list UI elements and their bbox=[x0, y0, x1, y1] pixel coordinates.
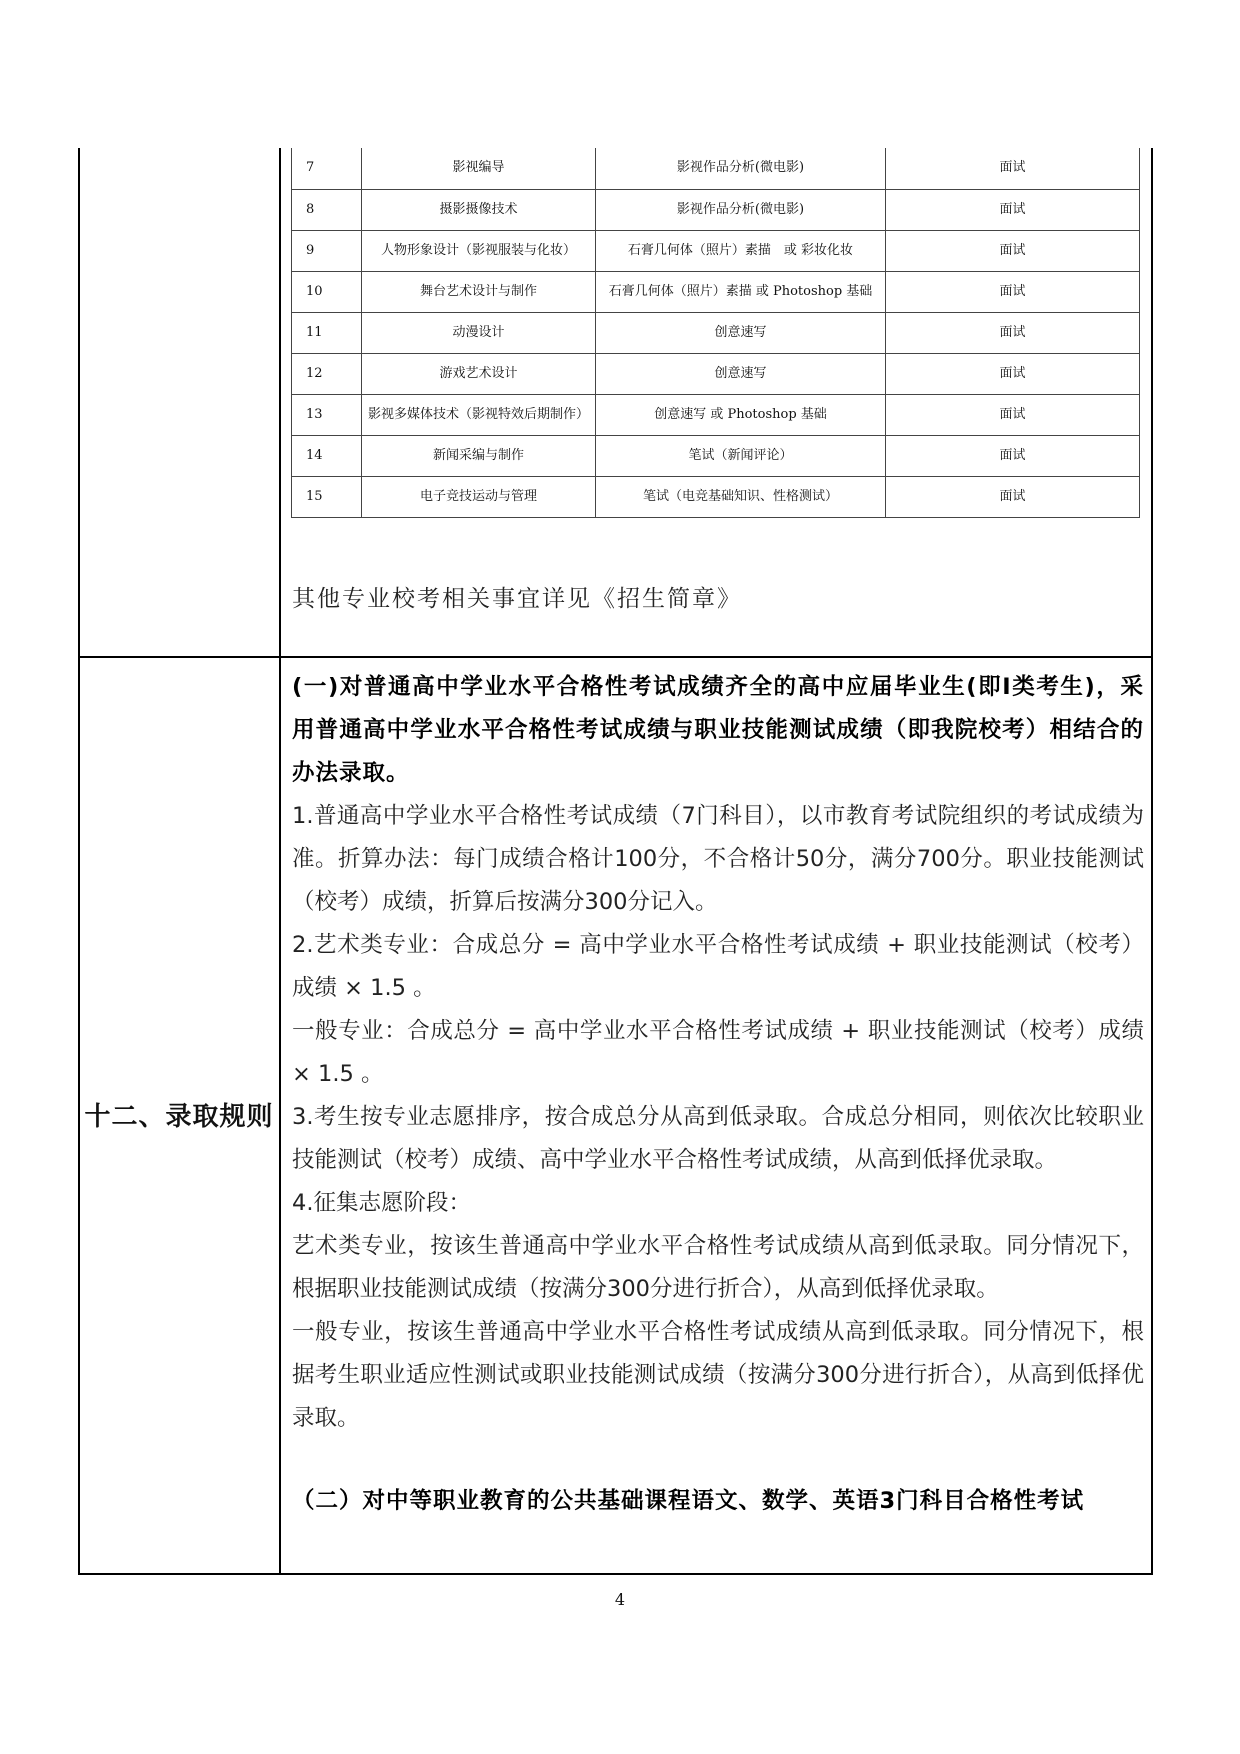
column-divider bbox=[279, 148, 281, 1575]
exam-form-cell: 面试 bbox=[886, 312, 1140, 353]
admission-rules-content bbox=[292, 666, 1144, 1523]
major-name-cell: 动漫设计 bbox=[362, 312, 596, 353]
exam-form-cell: 面试 bbox=[886, 394, 1140, 435]
rule-paragraph: 1.普通高中学业水平合格性考试成绩（7门科目），以市教育考试院组织的考试成绩为准。折算办法：每门成绩合格计100分，不合格计50分，满分700分。职业技能测试（校考）成绩，折算后按满分300分记入。 bbox=[292, 803, 1144, 915]
row-number-cell: 11 bbox=[292, 312, 362, 353]
row-number-cell: 9 bbox=[292, 230, 362, 271]
row-number-cell: 14 bbox=[292, 435, 362, 476]
table-row bbox=[292, 148, 1140, 189]
exam-form-cell: 面试 bbox=[886, 271, 1140, 312]
major-name-cell: 电子竞技运动与管理 bbox=[362, 476, 596, 517]
table-row bbox=[292, 230, 1140, 271]
exam-subject-table bbox=[291, 148, 1140, 518]
paragraph-spacer bbox=[292, 1440, 1144, 1480]
exam-subject-cell: 石膏几何体（照片）素描 或 Photoshop 基础 bbox=[596, 271, 886, 312]
table-row bbox=[292, 353, 1140, 394]
table-row bbox=[292, 312, 1140, 353]
exam-subject-cell: 创意速写 bbox=[596, 312, 886, 353]
exam-form-cell: 面试 bbox=[886, 189, 1140, 230]
exam-subject-cell: 影视作品分析(微电影) bbox=[596, 148, 886, 189]
table-row bbox=[292, 189, 1140, 230]
rule-paragraph: 2.艺术类专业：合成总分 = 高中学业水平合格性考试成绩 + 职业技能测试（校考）成绩 × 1.5 。 bbox=[292, 932, 1144, 1001]
other-majors-note: 其他专业校考相关事宜详见《招生简章》 bbox=[292, 586, 742, 612]
major-name-cell: 影视编导 bbox=[362, 148, 596, 189]
rule-paragraph: 3.考生按专业志愿排序，按合成总分从高到低录取。合成总分相同，则依次比较职业技能测试（校考）成绩、高中学业水平合格性考试成绩，从高到低择优录取。 bbox=[292, 1104, 1144, 1173]
rule-paragraph: 一般专业，按该生普通高中学业水平合格性考试成绩从高到低录取。同分情况下，根据考生职业适应性测试或职业技能测试成绩（按满分300分进行折合），从高到低择优录取。 bbox=[292, 1319, 1144, 1431]
table-row bbox=[292, 394, 1140, 435]
exam-subject-cell: 影视作品分析(微电影) bbox=[596, 189, 886, 230]
row-divider bbox=[78, 656, 1153, 658]
exam-subject-cell: 石膏几何体（照片）素描 或 彩妆化妆 bbox=[596, 230, 886, 271]
major-name-cell: 新闻采编与制作 bbox=[362, 435, 596, 476]
exam-subject-cell: 创意速写 或 Photoshop 基础 bbox=[596, 394, 886, 435]
clause-heading: （二）对中等职业教育的公共基础课程语文、数学、英语3门科目合格性考试 bbox=[292, 1488, 1085, 1514]
row-number-cell: 15 bbox=[292, 476, 362, 517]
major-name-cell: 影视多媒体技术（影视特效后期制作） bbox=[362, 394, 596, 435]
row-number-cell: 12 bbox=[292, 353, 362, 394]
rule-paragraph: 艺术类专业，按该生普通高中学业水平合格性考试成绩从高到低录取。同分情况下，根据职业技能测试成绩（按满分300分进行折合），从高到低择优录取。 bbox=[292, 1233, 1144, 1302]
row-number-cell: 7 bbox=[292, 148, 362, 189]
major-name-cell: 人物形象设计（影视服装与化妆） bbox=[362, 230, 596, 271]
exam-subject-cell: 笔试（新闻评论） bbox=[596, 435, 886, 476]
table-row bbox=[292, 271, 1140, 312]
rule-paragraph: 一般专业：合成总分 = 高中学业水平合格性考试成绩 + 职业技能测试（校考）成绩 × 1.5 。 bbox=[292, 1018, 1144, 1087]
major-name-cell: 游戏艺术设计 bbox=[362, 353, 596, 394]
exam-form-cell: 面试 bbox=[886, 476, 1140, 517]
section-label-admission-rules: 十二、录取规则 bbox=[84, 1102, 274, 1132]
table-row bbox=[292, 435, 1140, 476]
exam-form-cell: 面试 bbox=[886, 148, 1140, 189]
exam-subject-cell: 笔试（电竞基础知识、性格测试） bbox=[596, 476, 886, 517]
major-name-cell: 舞台艺术设计与制作 bbox=[362, 271, 596, 312]
row-number-cell: 8 bbox=[292, 189, 362, 230]
row-number-cell: 13 bbox=[292, 394, 362, 435]
clause-heading: (一)对普通高中学业水平合格性考试成绩齐全的高中应届毕业生(即Ⅰ类考生)，采用普通高中学业水平合格性考试成绩与职业技能测试成绩（即我院校考）相结合的办法录取。 bbox=[292, 674, 1144, 786]
row-number-cell: 10 bbox=[292, 271, 362, 312]
rule-paragraph: 4.征集志愿阶段： bbox=[292, 1190, 471, 1216]
major-name-cell: 摄影摄像技术 bbox=[362, 189, 596, 230]
exam-form-cell: 面试 bbox=[886, 230, 1140, 271]
exam-form-cell: 面试 bbox=[886, 435, 1140, 476]
page-number: 4 bbox=[614, 1590, 626, 1609]
exam-form-cell: 面试 bbox=[886, 353, 1140, 394]
exam-subject-cell: 创意速写 bbox=[596, 353, 886, 394]
table-row bbox=[292, 476, 1140, 517]
